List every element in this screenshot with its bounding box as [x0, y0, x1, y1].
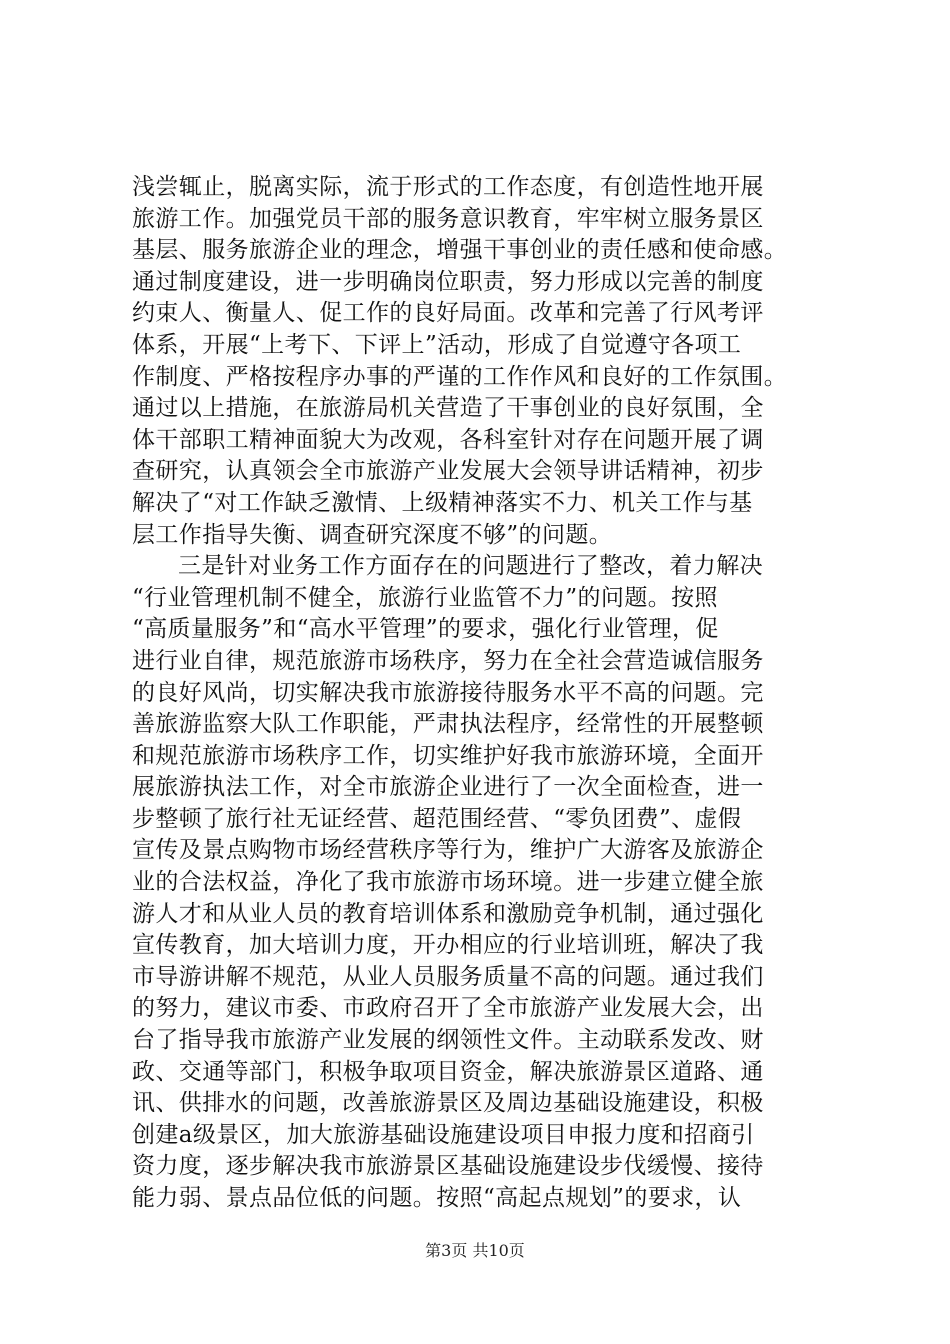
text-line: 步整顿了旅行社无证经营、超范围经营、“零负团费”、虚假	[132, 805, 742, 832]
text-line: 解决了“对工作缺乏激情、上级精神落实不力、机关工作与基	[132, 489, 753, 516]
text-line: “行业管理机制不健全，旅游行业监管不力”的问题。按照	[132, 584, 718, 611]
text-line: 业的合法权益，净化了我市旅游市场环境。进一步建立健全旅	[132, 869, 764, 896]
text-line: 创建a级景区，加大旅游基础设施建设项目申报力度和招商引	[132, 1121, 755, 1148]
text-line: 体干部职工精神面貌大为改观，各科室针对存在问题开展了调	[132, 426, 764, 453]
paragraph-first-line: 三是针对业务工作方面存在的问题进行了整改，着力解决	[178, 553, 763, 580]
text-line: 体系，开展“上考下、下评上”活动，形成了自觉遵守各项工	[132, 331, 742, 358]
text-line: 旅游工作。加强党员干部的服务意识教育，牢牢树立服务景区	[132, 205, 764, 232]
text-line: 基层、服务旅游企业的理念，增强干事创业的责任感和使命感。	[132, 237, 788, 264]
text-line: 作制度、严格按程序办事的严谨的工作作风和良好的工作氛围。	[132, 363, 788, 390]
body-text	[132, 172, 832, 1215]
text-line: 展旅游执法工作，对全市旅游企业进行了一次全面检查，进一	[132, 774, 764, 801]
text-line: 市导游讲解不规范，从业人员服务质量不高的问题。通过我们	[132, 963, 764, 990]
text-line: 讯、供排水的问题，改善旅游景区及周边基础设施建设，积极	[132, 1090, 764, 1117]
text-line: 善旅游监察大队工作职能，严肃执法程序，经常性的开展整顿	[132, 711, 764, 738]
text-line: 查研究，认真领会全市旅游产业发展大会领导讲话精神，初步	[132, 458, 764, 485]
text-line: 通过制度建设，进一步明确岗位职责，努力形成以完善的制度	[132, 268, 764, 295]
text-line: 进行业自律，规范旅游市场秩序，努力在全社会营造诚信服务	[132, 647, 764, 674]
text-line: 宣传及景点购物市场经营秩序等行为，维护广大游客及旅游企	[132, 837, 764, 864]
text-line: 约束人、衡量人、促工作的良好局面。改革和完善了行风考评	[132, 300, 764, 327]
text-line: 浅尝辄止，脱离实际，流于形式的工作态度，有创造性地开展	[132, 174, 764, 200]
text-line: “高质量服务”和“高水平管理”的要求，强化行业管理，促	[132, 616, 719, 643]
text-line: 政、交通等部门，积极争取项目资金，解决旅游景区道路、通	[132, 1058, 764, 1085]
text-line: 台了指导我市旅游产业发展的纲领性文件。主动联系发改、财	[132, 1027, 764, 1054]
text-line: 的努力，建议市委、市政府召开了全市旅游产业发展大会，出	[132, 995, 764, 1022]
text-line: 通过以上措施，在旅游局机关营造了干事创业的良好氛围，全	[132, 395, 764, 422]
page-footer: 第3页 共10页	[425, 1241, 525, 1260]
text-line: 的良好风尚，切实解决我市旅游接待服务水平不高的问题。完	[132, 679, 764, 706]
text-line: 资力度，逐步解决我市旅游景区基础设施建设步伐缓慢、接待	[132, 1153, 764, 1180]
text-line: 和规范旅游市场秩序工作，切实维护好我市旅游环境，全面开	[132, 742, 764, 769]
text-line: 宣传教育，加大培训力度，开办相应的行业培训班，解决了我	[132, 932, 764, 959]
text-line: 能力弱、景点品位低的问题。按照“高起点规划”的要求，认	[132, 1185, 742, 1211]
text-line: 层工作指导失衡、调查研究深度不够”的问题。	[132, 521, 613, 548]
text-line: 游人才和从业人员的教育培训体系和激励竞争机制，通过强化	[132, 900, 764, 927]
